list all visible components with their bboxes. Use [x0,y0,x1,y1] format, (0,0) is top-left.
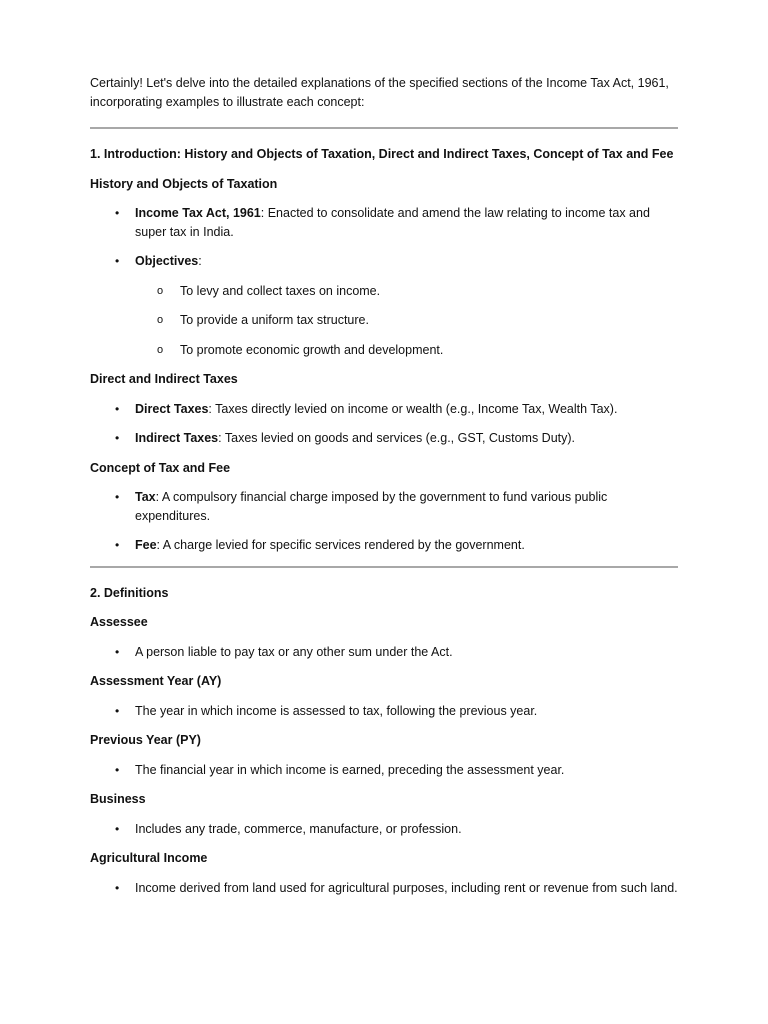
bullet-icon: • [115,821,120,836]
tax-fee-heading: Concept of Tax and Fee [90,460,231,475]
term: Tax [135,490,156,504]
bullet-icon: • [115,490,120,504]
bullet-icon: • [115,431,120,445]
bullet-icon: • [115,401,120,416]
list-item [115,400,678,419]
circle-bullet-icon: o [157,284,164,297]
assessee-heading: Assessee [90,615,148,629]
definition: : Taxes directly levied on income or wealth (e.g., Income Tax, Wealth Tax). [208,401,618,416]
previous-year-list [90,761,678,780]
definition: The financial year in which income is earned, preceding the assessment year. [135,762,565,777]
direct-indirect-list [90,400,678,448]
previous-year-heading: Previous Year (PY) [90,733,201,747]
bullet-icon: • [115,538,120,552]
term: Direct Taxes [135,401,209,416]
list-item [115,879,678,898]
assessee-list [90,643,678,662]
bullet-icon: • [115,254,120,268]
business-list [90,820,678,839]
horizontal-rule [90,127,678,129]
definition: Includes any trade, commerce, manufacture, or profession. [135,821,462,836]
term: Indirect Taxes [135,431,219,445]
list-item [115,536,678,555]
term: Fee [135,538,157,552]
sub-list-item [157,282,678,301]
history-list [90,204,678,359]
bullet-icon: • [115,880,120,895]
list-item [115,252,678,359]
list-item [115,204,678,241]
history-heading: History and Objects of Taxation [90,176,278,191]
bullet-icon: • [115,762,120,777]
definition: A person liable to pay tax or any other sum under the Act. [135,644,453,659]
sub-list-item [157,341,678,360]
objective-text: To promote economic growth and development. [180,342,444,357]
bullet-icon: • [115,644,120,659]
bullet-icon: • [115,206,120,220]
bullet-icon: • [115,703,120,718]
definition: : Enacted to consolidate and amend the law relating to income tax and super tax in India. [135,206,650,239]
agricultural-income-heading: Agricultural Income [90,851,208,865]
definition: Income derived from land used for agricultural purposes, including rent or revenue from such land. [135,880,678,895]
direct-indirect-heading: Direct and Indirect Taxes [90,372,238,386]
list-item [115,643,678,662]
list-item [115,702,678,721]
definition: : A compulsory financial charge imposed by the government to fund various public expenditures. [135,490,608,523]
definition: : [198,254,202,268]
definition: : Taxes levied on goods and services (e.g., GST, Customs Duty). [218,431,576,445]
assessment-year-heading: Assessment Year (AY) [90,674,222,688]
objective-text: To provide a uniform tax structure. [180,313,369,327]
list-item [115,488,678,525]
list-item [115,429,678,448]
intro-paragraph: Certainly! Let's delve into the detailed explanations of the specified sections of the Income Tax Act, 1961, incorporating examples to illustrate each concept: [90,76,669,109]
section-1-title: 1. Introduction: History and Objects of Taxation, Direct and Indirect Taxes, Concept of Tax and Fee [90,147,674,161]
objectives-list [135,282,678,360]
term: Income Tax Act, 1961 [135,206,261,220]
list-item [115,761,678,780]
sub-list-item [157,311,678,330]
horizontal-rule [90,566,678,568]
circle-bullet-icon: o [157,314,164,326]
definition: : A charge levied for specific services rendered by the government. [156,538,525,552]
agricultural-income-list [90,879,678,898]
definition: The year in which income is assessed to tax, following the previous year. [135,703,538,718]
list-item [115,820,678,839]
section-2-title: 2. Definitions [90,585,169,600]
term: Objectives [135,254,199,268]
assessment-year-list [90,702,678,721]
tax-fee-list [90,488,678,555]
objective-text: To levy and collect taxes on income. [180,283,381,298]
circle-bullet-icon: o [157,343,164,356]
business-heading: Business [90,792,146,806]
